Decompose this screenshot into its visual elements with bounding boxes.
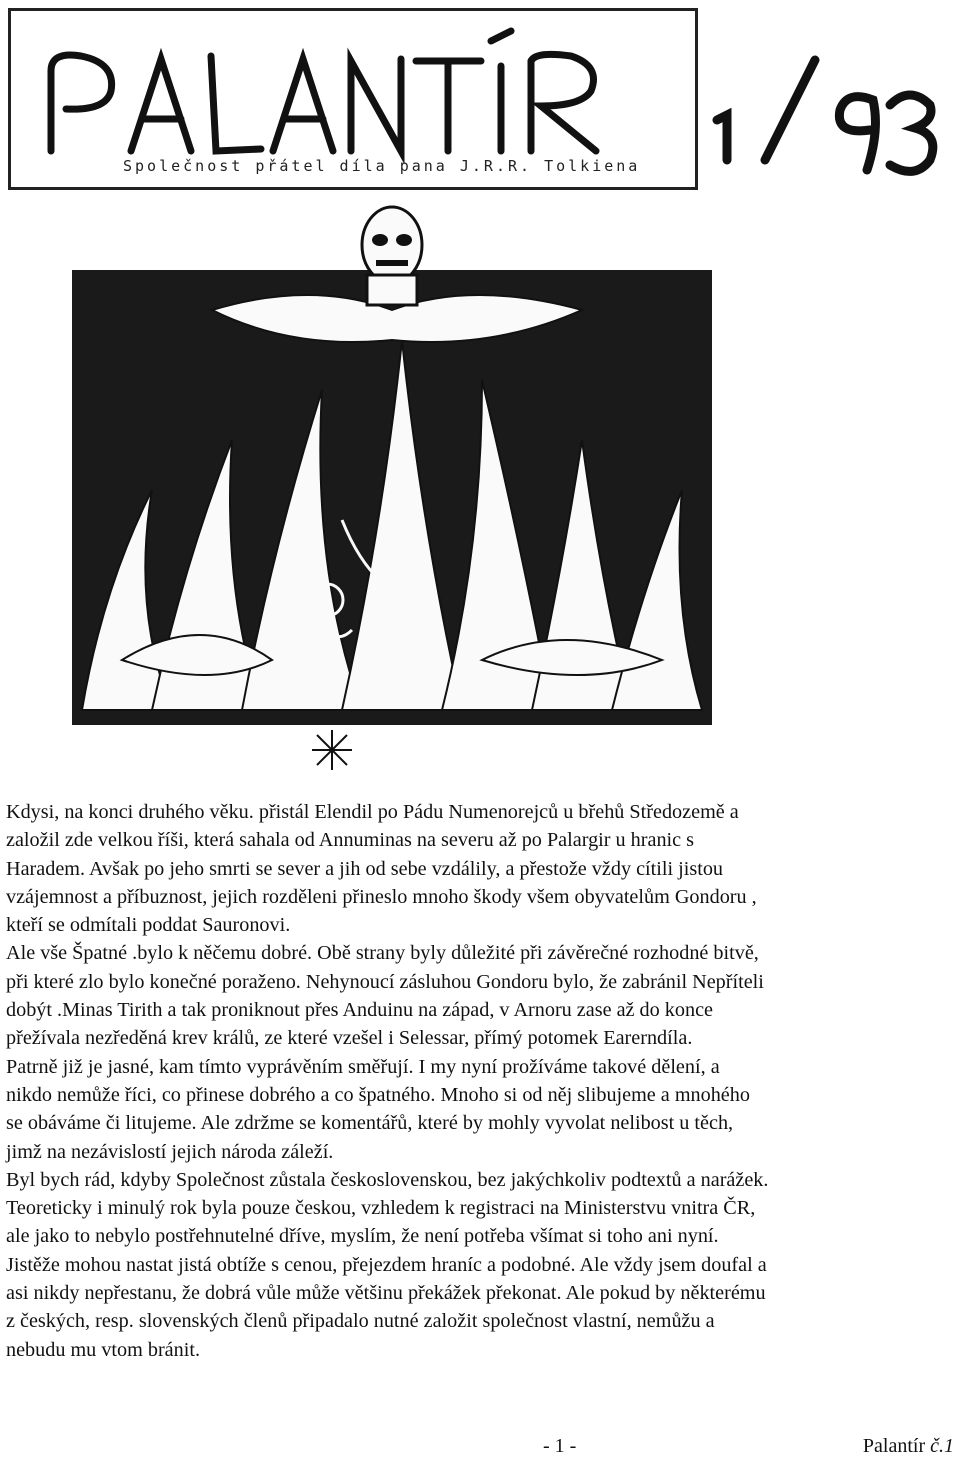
- text-line: Teoreticky i minulý rok byla pouze českou, vzhledem k registraci na Ministerstvu vnitra ČR,: [6, 1197, 756, 1220]
- masthead: [8, 8, 698, 190]
- text-line: z českých, resp. slovenských členů připadalo nutné založit společnost vlastní, nemůžu a: [6, 1310, 715, 1333]
- text-line: Ale vše Špatné .bylo k něčemu dobré. Obě strany byly důležité při závěrečné rozhodné bitvě,: [6, 942, 759, 965]
- text-line: Haradem. Avšak po jeho smrti se sever a jih od sebe vzdálily, a přestože vždy cítili jistou: [6, 857, 724, 880]
- issue-number: [705, 20, 955, 195]
- text-line: nikdo nemůže říci, co přinese dobrého a co špatného. Mnoho si od něj slibujeme a mnohého: [6, 1083, 750, 1106]
- text-line: nebudu mu vtom bránit.: [6, 1338, 200, 1361]
- text-line: přežívala nezředěná krev králů, ze které vzešel i Selessar, přímý potomek Earerndíla.: [6, 1027, 693, 1050]
- text-line: asi nikdy nepřestanu, že dobrá vůle může většinu překážek překonat. Ale pokud by některému: [6, 1282, 766, 1305]
- text-line: Patrně již je jasné, kam tímto vyprávěním směřují. I my nyní prožíváme takové dělení, a: [6, 1055, 720, 1078]
- text-line: jimž na nezávislostí jejich národa záleží.: [6, 1140, 334, 1163]
- page-number: - 1 -: [543, 1435, 577, 1457]
- masthead-art: [11, 11, 695, 187]
- bonfire-skull-illustration-icon: [62, 190, 722, 775]
- footer-publication: [863, 1434, 954, 1458]
- text-line: Jistěže mohou nastat jistá obtíže s cenou, přejezdem hraníc a podobné. Ale vždy jsem doufal a: [6, 1253, 767, 1276]
- issue-number-art: [705, 20, 955, 195]
- article-body: [6, 798, 958, 1364]
- title-lettering-icon: [51, 31, 596, 151]
- text-line: kteří se odmítali poddat Sauronovi.: [6, 914, 291, 937]
- text-line: ale jako to nebylo postřehnutelné dříve, myslím, že není potřeba všímat si toho ani nyní.: [6, 1225, 719, 1248]
- illustration-art: [62, 190, 722, 775]
- issue-handwritten-icon: [717, 60, 933, 171]
- text-line: Byl bych rád, kdyby Společnost zůstala československou, bez jakýchkoliv podtextů a narážek.: [6, 1168, 769, 1191]
- text-line: Kdysi, na konci druhého věku. přistál Elendil po Pádu Numenorejců u břehů Středozemě a: [6, 801, 739, 823]
- spark-icon: [312, 730, 352, 770]
- text-line: při které zlo bylo konečné poraženo. Nehynoucí zásluhou Gondoru bylo, že zabránil Nepříteli: [6, 970, 764, 993]
- text-line: dobýt .Minas Tirith a tak proniknout přes Anduinu na západ, v Arnoru zase až do konce: [6, 999, 713, 1022]
- masthead-subtitle: Společnost přátel díla pana J.R.R. Tolkiena: [123, 157, 641, 175]
- text-line: vzájemnost a příbuznost, jejich rozděleni přineslo mnoho škody všem obyvatelům Gondoru ,: [6, 885, 757, 908]
- footer-issue-ref: č.1: [930, 1435, 954, 1457]
- text-line: založil zde velkou říši, která sahala od Annuminas na severu až po Palargir u hranic s: [6, 829, 695, 852]
- text-line: se obáváme či litujeme. Ale zdržme se komentářů, které by mohly vyvolat nelibost u těch,: [6, 1112, 734, 1135]
- footer-publication-name: Palantír: [862, 1435, 926, 1457]
